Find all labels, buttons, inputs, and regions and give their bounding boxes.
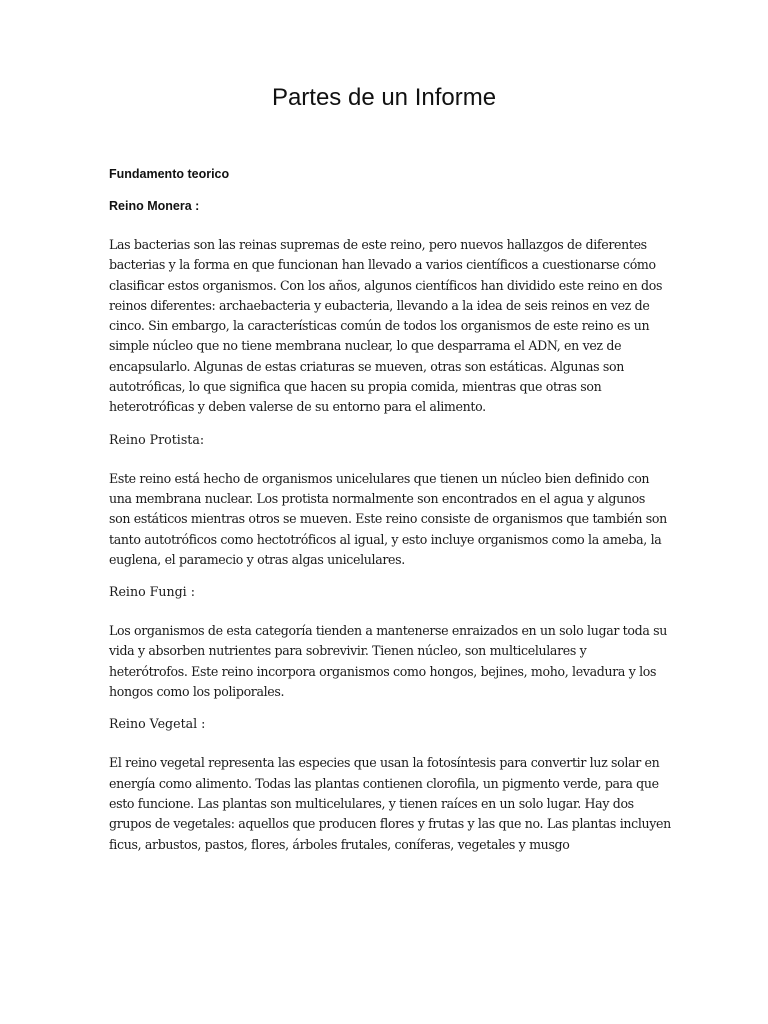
- kingdom-heading-fungi: Reino Fungi :: [109, 584, 195, 600]
- text-line: simple núcleo que no tiene membrana nuclear, lo que desparrama el ADN, en vez de: [109, 338, 622, 354]
- text-line: El reino vegetal representa las especies que usan la fotosíntesis para convertir luz solar en: [109, 755, 660, 771]
- text-line: hongos como los poliporales.: [109, 684, 285, 700]
- text-line: Los organismos de esta categoría tienden a mantenerse enraizados en un solo lugar toda su: [109, 623, 668, 639]
- text-line: bacterias y la forma en que funcionan han llevado a varios científicos a cuestionarse cómo: [109, 257, 656, 273]
- text-line: heterotróficas y deben valerse de su entorno para el alimento.: [109, 399, 486, 415]
- text-line: son estáticos mientras otros se mueven. Este reino consiste de organismos que también son: [109, 511, 667, 527]
- text-line: euglena, el paramecio y otras algas unicelulares.: [109, 551, 405, 567]
- text-line: encapsularlo. Algunas de estas criaturas se mueven, otras son estáticas. Algunas son: [109, 358, 624, 374]
- section-heading: Fundamento teorico: [109, 167, 230, 181]
- text-line: heterótrofos. Este reino incorpora organismos como hongos, bejines, moho, levadura y los: [109, 663, 657, 679]
- text-line: esto funcione. Las plantas son multicelulares, y tienen raíces en un solo lugar. Hay dos: [109, 795, 634, 811]
- kingdom-heading-vegetal: Reino Vegetal :: [109, 716, 206, 732]
- text-line: clasificar estos organismos. Con los años, algunos científicos han dividido este reino en dos: [109, 277, 663, 293]
- text-line: ficus, arbustos, pastos, flores, árboles frutales, coníferas, vegetales y musgo: [109, 836, 570, 852]
- document-body: [109, 164, 671, 855]
- document-title: Partes de un Informe: [271, 84, 497, 111]
- text-line: energía como alimento. Todas las plantas contienen clorofila, un pigmento verde, para que: [109, 775, 659, 791]
- text-line: Este reino está hecho de organismos unicelulares que tienen un núcleo bien definido con: [109, 470, 650, 486]
- text-line: reinos diferentes: archaebacteria y eubacteria, llevando a la idea de seis reinos en vez de: [109, 297, 650, 313]
- text-line: Las bacterias son las reinas supremas de este reino, pero nuevos hallazgos de diferentes: [109, 237, 647, 252]
- text-line: una membrana nuclear. Los protista normalmente son encontrados en el agua y algunos: [109, 490, 645, 506]
- kingdom-heading-monera: Reino Monera :: [109, 199, 200, 213]
- paragraph-monera: [109, 235, 663, 418]
- paragraph-protista: [109, 469, 667, 570]
- kingdom-heading-protista: Reino Protista:: [109, 431, 205, 447]
- paragraph-fungi: [109, 621, 668, 702]
- text-line: autotróficas, lo que significa que hacen su propia comida, mientras que otras son: [109, 379, 602, 395]
- text-line: tanto autotróficos como hectotróficos al igual, y esto incluye organismos como la ameba, la: [109, 531, 662, 547]
- text-line: cinco. Sin embargo, la características común de todos los organismos de este reino es un: [109, 318, 650, 334]
- paragraph-vegetal: [109, 753, 671, 854]
- text-line: vida y absorben nutrientes para sobrevivir. Tienen núcleo, son multicelulares y: [109, 643, 587, 659]
- text-line: grupos de vegetales: aquellos que producen flores y frutas y las que no. Las plantas incluyen: [109, 816, 671, 832]
